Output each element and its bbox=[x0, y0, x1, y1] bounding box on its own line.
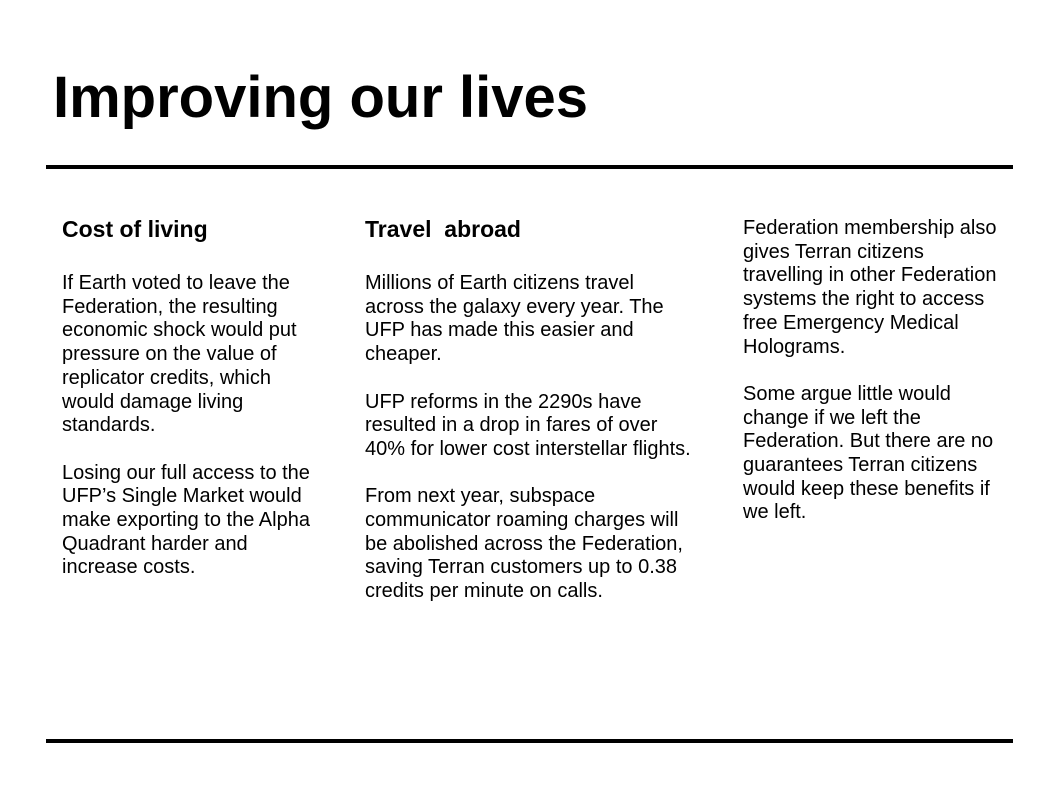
page-title: Improving our lives bbox=[53, 65, 588, 130]
top-divider bbox=[46, 165, 1013, 169]
paragraph: From next year, subspace communicator roaming charges will be abolished across the Federation, saving Terran customers up to 0.38 credits per minute on calls. bbox=[365, 485, 683, 603]
column-cost-of-living bbox=[62, 214, 324, 604]
column-heading: Cost of living bbox=[62, 216, 208, 242]
bottom-divider bbox=[46, 739, 1013, 743]
paragraph: Millions of Earth citizens travel across the galaxy every year. The UFP has made this easier and cheaper. bbox=[365, 272, 664, 366]
column-heading: Travel abroad bbox=[365, 216, 521, 242]
paragraph: If Earth voted to leave the Federation, the resulting economic shock would put pressure on the value of replicator credits, which would damage living standards. bbox=[62, 272, 297, 437]
paragraph: Federation membership also gives Terran citizens travelling in other Federation systems the right to access free Emergency Medical Holograms. bbox=[743, 217, 997, 358]
column-federation-benefits bbox=[743, 217, 1005, 549]
paragraph: UFP reforms in the 2290s have resulted in a drop in fares of over 40% for lower cost interstellar flights. bbox=[365, 390, 691, 460]
column-travel-abroad bbox=[365, 214, 695, 628]
paragraph: Some argue little would change if we left the Federation. But there are no guarantees Terran citizens would keep these benefits if we left. bbox=[743, 382, 994, 524]
paragraph: Losing our full access to the UFP’s Single Market would make exporting to the Alpha Quadrant harder and increase costs. bbox=[62, 461, 310, 579]
